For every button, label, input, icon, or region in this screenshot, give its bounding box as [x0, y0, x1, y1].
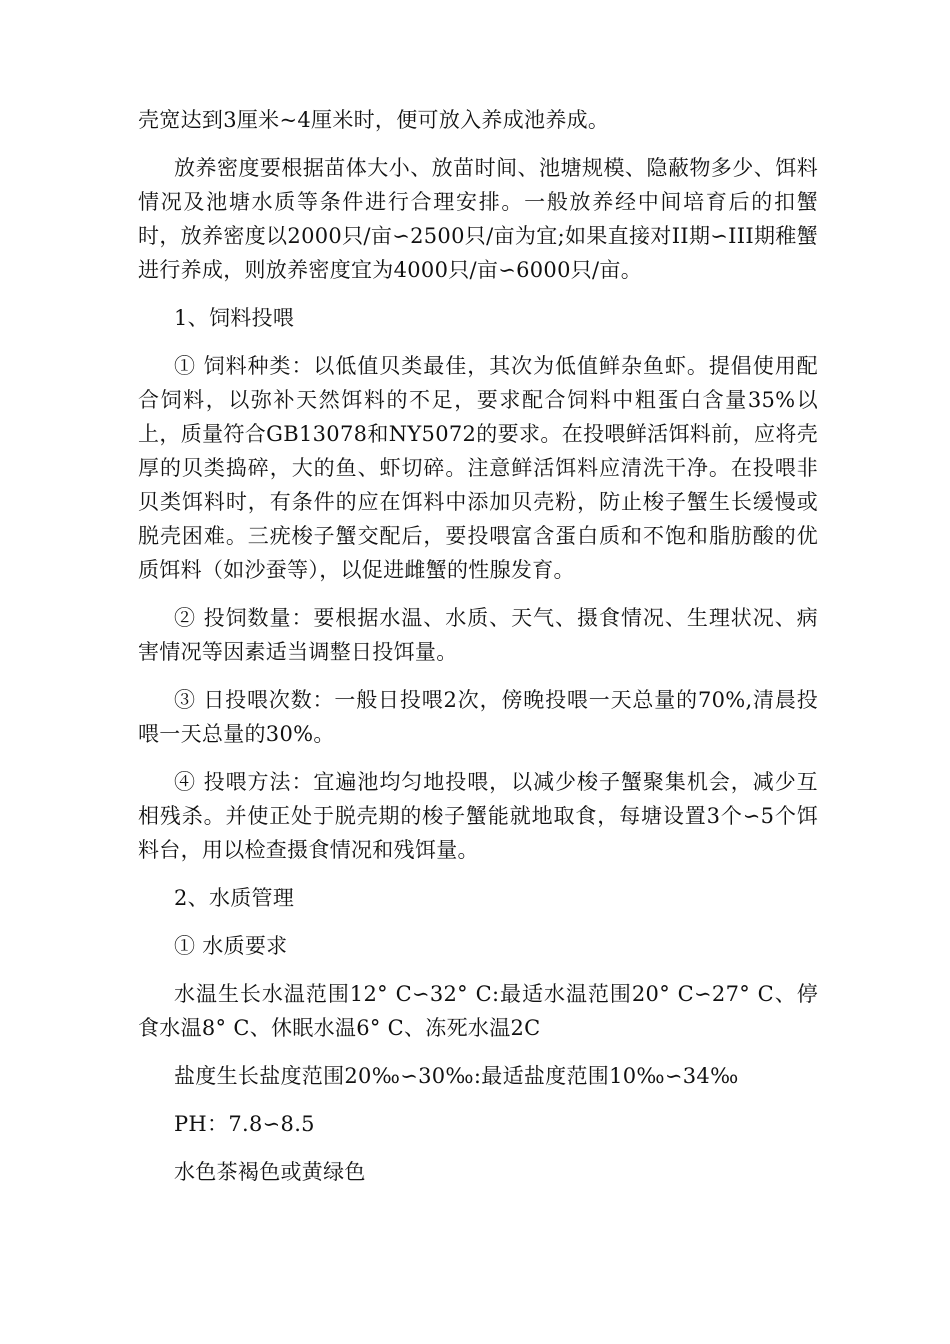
paragraph-feed-frequency: ③ 日投喂次数：一般日投喂2次，傍晚投喂一天总量的70%,清晨投喂一天总量的30%。 — [138, 688, 818, 746]
paragraph-feed-method: ④ 投喂方法：宜遍池均匀地投喂，以减少梭子蟹聚集机会，减少互相残杀。并使正处于脱壳期的梭子蟹能就地取食，每塘设置3个∽5个饵料台，用以检查摄食情况和残饵量。 — [138, 770, 818, 862]
section-heading-water-quality: 2、水质管理 — [174, 886, 295, 910]
paragraph-water-temperature: 水温生长水温范围12° C∽32° C:最适水温范围20° C∽27° C、停食水温8° C、休眠水温6° C、冻死水温2C — [138, 982, 818, 1040]
paragraph-feed-quantity: ② 投饲数量：要根据水温、水质、天气、摄食情况、生理状况、病害情况等因素适当调整日投饵量。 — [138, 606, 818, 664]
paragraph-continuation: 壳宽达到3厘米~4厘米时，便可放入养成池养成。 — [138, 108, 610, 132]
paragraph-water-color: 水色茶褐色或黄绿色 — [174, 1160, 366, 1184]
section-heading-feeding: 1、饲料投喂 — [174, 306, 295, 330]
paragraph-stocking-density: 放养密度要根据苗体大小、放苗时间、池塘规模、隐蔽物多少、饵料情况及池塘水质等条件进行合理安排。一般放养经中间培育后的扣蟹时，放养密度以2000只/亩∽2500只/亩为宜;如果直接对II期∽III期稚蟹进行养成，则放养密度宜为4000只/亩∽6000只/亩。 — [138, 156, 818, 282]
paragraph-feed-types: ① 饲料种类：以低值贝类最佳，其次为低值鲜杂鱼虾。提倡使用配合饲料，以弥补天然饵料的不足，要求配合饲料中粗蛋白含量35%以上，质量符合GB13078和NY5072的要求。在投喂鲜活饵料前，应将壳厚的贝类捣碎，大的鱼、虾切碎。注意鲜活饵料应清洗干净。在投喂非贝类饵料时，有条件的应在饵料中添加贝壳粉，防止梭子蟹生长缓慢或脱壳困难。三疣梭子蟹交配后，要投喂富含蛋白质和不饱和脂肪酸的优质饵料（如沙蚕等），以促进雌蟹的性腺发育。 — [138, 354, 818, 582]
paragraph-salinity: 盐度生长盐度范围20‰∽30‰:最适盐度范围10‰∽34‰ — [174, 1064, 739, 1088]
subheading-water-requirements: ① 水质要求 — [174, 934, 288, 958]
paragraph-ph: PH：7.8∽8.5 — [174, 1112, 315, 1136]
document-body — [138, 103, 818, 1189]
